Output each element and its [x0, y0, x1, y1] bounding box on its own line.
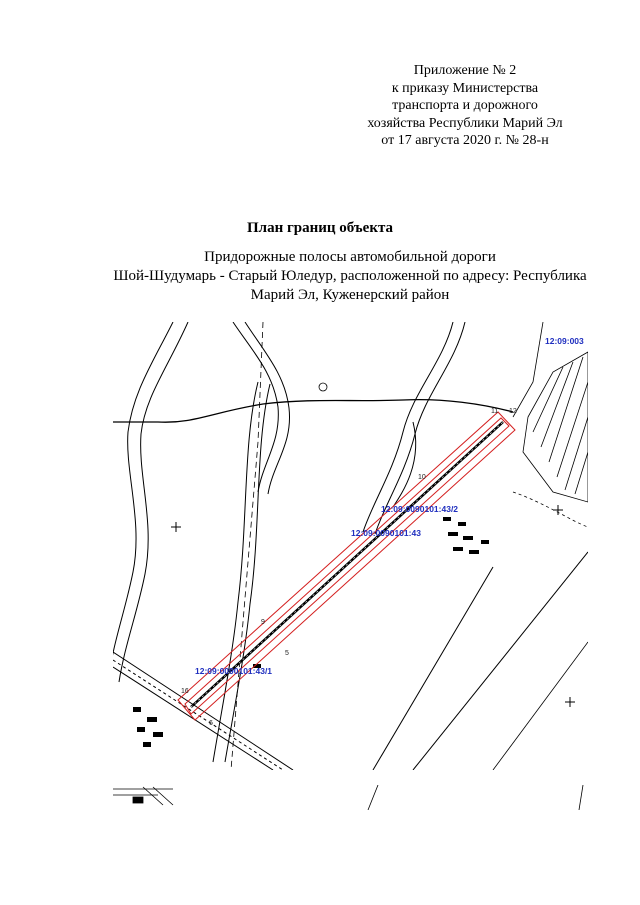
parcel-label: 12:09:0090101:43/2	[381, 504, 459, 514]
plan-title: План границ объекта	[246, 220, 394, 236]
map-drawing	[113, 322, 588, 770]
map-continuation-strip	[113, 785, 588, 810]
appendix-line: хозяйства Республики Марий Эл	[367, 115, 563, 131]
map-strip-drawing	[113, 785, 588, 810]
point-number: 11	[491, 408, 499, 415]
point-number: 12	[509, 408, 517, 415]
object-description	[100, 248, 600, 305]
parcel-label: 12:09:003	[545, 336, 584, 346]
parcel-label: 12:09:0090101:43	[351, 528, 421, 538]
appendix-line: транспорта и дорожного	[392, 98, 538, 113]
appendix-line: к приказу Министерства	[391, 80, 539, 96]
point-number: 16	[181, 688, 189, 695]
point-number: 6	[209, 720, 213, 727]
appendix-line: Приложение № 2	[413, 63, 517, 78]
boundary-map	[113, 322, 588, 770]
point-number: 10	[418, 474, 426, 481]
point-number: 5	[285, 650, 289, 657]
appendix-header	[330, 62, 600, 150]
description-line: Шой-Шудумарь - Старый Юледур, расположенной по адресу: Республика	[113, 268, 587, 284]
description-line: Марий Эл, Куженерский район	[250, 287, 450, 303]
description-line: Придорожные полосы автомобильной дороги	[204, 249, 496, 265]
parcel-label: 12:09:0090101:43/1	[195, 666, 273, 676]
appendix-line: от 17 августа 2020 г. № 28-н	[381, 133, 549, 148]
point-number: 9	[261, 619, 265, 626]
